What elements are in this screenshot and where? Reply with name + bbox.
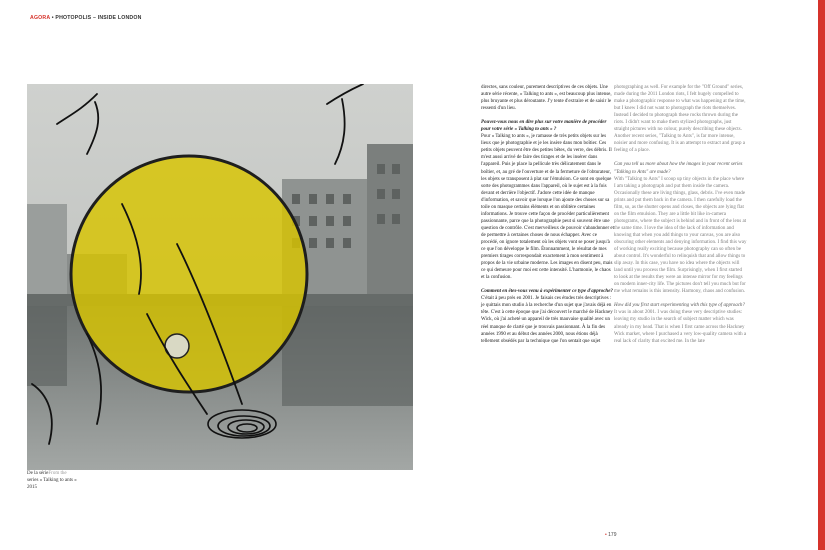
english-text-column <box>614 84 747 345</box>
english-paragraph-3: It was in about 2001. I was doing these very descriptive studies: leaving my studio in the search of subject matter which was already in my head. That is when I first came across the Hackney Wick market, where I purchased a very low-quality camera with a real lack of clarity that excited me. In the late <box>614 310 747 344</box>
section-label: AGORA <box>30 15 51 21</box>
french-paragraph-2: Pour « Talking to ants », je ramasse de très petits objets sur les lieux que je photographie et je les insère dans mon boîtier. Ces petits objets peuvent être des petites bêtes, du verre, des débris. Il m'est aussi arrivé de faire des tirages et de les insérer dans l'appareil. Puis je place la pellicule très délicatement dans le boîtier, et, au gré de l'ouverture et de la fermeture de l'obturateur, les objets se transposent à plat sur l'émulsion. Ce sont en quelque sorte des photogrammes dans l'appareil, où le sujet est à la fois devant et derrière l'objectif. J'adore cette idée de manque d'information, et savoir que lorsque l'on ajoute des choses sur sa toile on masque certains éléments et on oblitère certaines informations. Je trouve cette façon de procéder particulièrement passionnante, parce que la photographie peut si souvent être une question de contrôle. C'est merveilleux de pouvoir s'abandonner et de permettre à certaines choses de nous échapper. Avec ce procédé, on ignore totalement où les objets vont se poser jusqu'à ce que l'on développe le film. Étonnamment, le résultat de mes premiers tirages correspondait exactement à mon sentiment à propos de la vie urbaine moderne. Les images en disent peu, mais ce qui demeure pour moi est cette intensité. L'harmonie, le chaos et la confusion. <box>481 134 615 281</box>
english-question-1: Can you tell us more about how the images in your recent series "Talking to Ants" are made? <box>614 162 743 175</box>
french-paragraph-1: directes, sans couleur, purement descriptives de ces objets. Une autre série récente, « Talking to ants », est beaucoup plus intense, plus bruyante et plus déroutante. J'y tente d'extraire et de saisir le ressenti d'un lieu. <box>481 85 612 112</box>
caption-series: series « Talking to ants » <box>27 478 77 483</box>
caption-lead: De la série <box>27 471 49 476</box>
french-paragraph-3: C'était à peu près en 2001. Je faisais ces études très descriptives : je quittais mon studio à la recherche d'un sujet que j'avais déjà en tête. C'est à cette époque que j'ai découvert le marché de Hackney Wick, où j'ai acheté un appareil de très mauvaise qualité avec un réel manque de clarté que je trouvais passionnant. À la fin des années 1990 et au début des années 2000, nous étions déjà tellement obsédés par la technique que l'on sentait que sujet <box>481 296 613 344</box>
running-header <box>30 15 142 21</box>
english-paragraph-1: photographing as well. For example for the "Off Ground" series, made during the 2011 London riots, I felt hugely compelled to make a photographic response to what was happening at the time, but I knew I did not want to photograph the riots themselves. Instead I decided to photograph these rocks thrown during the riots. I didn't want to make them stylized photographs, just straight pictures with no colour, purely describing these objects. Another recent series, "Talking to Ants", is far more intense, noisier and more confusing. It is an attempt to extract and grasp a feeling of a place. <box>614 85 746 154</box>
section-subtitle: • PHOTOPOLIS – INSIDE LONDON <box>50 15 142 21</box>
french-question-2: Comment en êtes-vous venu à expérimenter ce type d'approche? <box>481 289 613 295</box>
page-number-value: 179 <box>608 532 617 538</box>
building-left <box>27 204 67 299</box>
french-text-column <box>481 84 614 345</box>
caption-year: 2015 <box>27 485 37 490</box>
page-number <box>605 532 617 538</box>
photo-caption <box>27 470 147 491</box>
page-bullet: • <box>605 532 607 538</box>
caption-translation: From the <box>48 471 67 476</box>
english-paragraph-2: With "Talking to Ants" I scoop up tiny objects in the place where I am taking a photograph and put them inside the camera. Occasionally these are living things, glass, debris. I've even made prints and put them back in the camera. I then carefully load the film, so, as the shutter opens and closes, the objects are lying flat on the film emulsion. They are a little bit like in-camera photograms, where the subject is behind and in front of the lens at the same time. I love the idea of the lack of information and knowing that when you add things to your canvas, you are also obscuring other elements and denying information. I find this way of working really exciting because photography can so often be about control. It's wonderful to relinquish that and allow things to slip away. In this case, you have no idea where the objects will land until you process the film. Surprisingly, when I first started to look at the results they were an intense mirror for my feelings on modern inner-city life. The pictures don't tell you much but for me what remains is this intensity. Harmony, chaos and confusion. <box>614 176 747 295</box>
tower-right <box>367 144 413 304</box>
featured-photograph <box>27 84 413 470</box>
photograph-illustration <box>27 84 413 470</box>
french-question-1: Pouvez-vous nous en dire plus sur votre manière de procéder pour votre série « Talking to ants » ? <box>481 120 607 133</box>
edge-color-bar <box>818 0 825 550</box>
english-question-2: How did you first start experimenting with this type of approach? <box>614 303 745 309</box>
